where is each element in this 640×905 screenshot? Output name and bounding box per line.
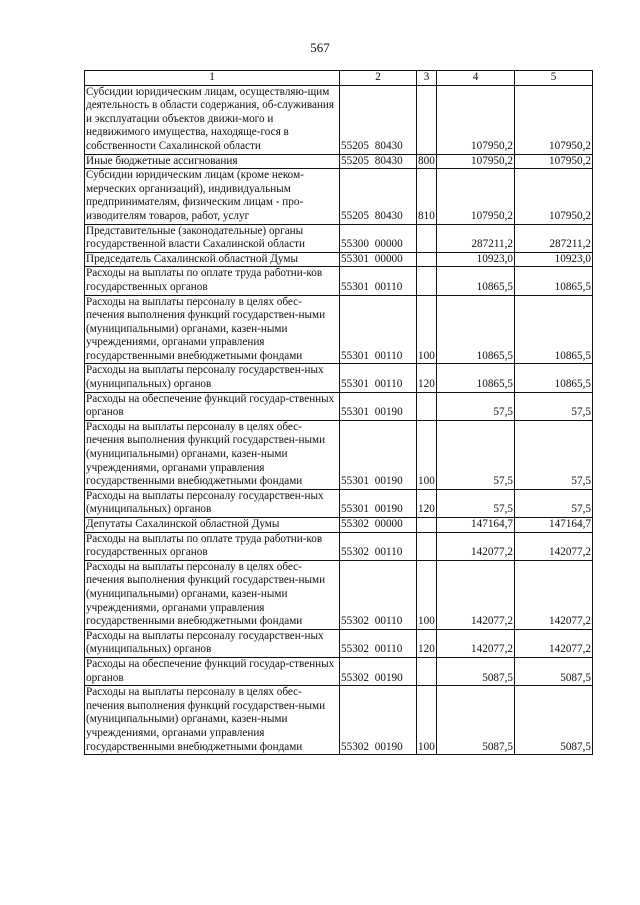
- row-expense-type: [417, 392, 437, 420]
- row-name: Субсидии юридическим лицам, осуществляю-щим деятельность в области содержания, об-служивания и эксплуатации объектов движи-мого и недвижимого имущества, находяще-гося в собственности Сахалинской области: [85, 85, 340, 154]
- header-row: [85, 71, 593, 86]
- row-code: 55302 00110: [340, 532, 417, 560]
- row-expense-type: 120: [417, 629, 437, 657]
- row-value-2017: 10865,5: [515, 364, 593, 392]
- row-expense-type: 800: [417, 154, 437, 169]
- row-value-2016: 57,5: [437, 489, 515, 517]
- row-name: Субсидии юридическим лицам (кроме неком-мерческих организаций), индивидуальным предпринимателям, физическим лицам - про-изводителям товаров, работ, услуг: [85, 169, 340, 224]
- row-value-2016: 10865,5: [437, 364, 515, 392]
- row-code: 55301 00110: [340, 295, 417, 364]
- row-value-2017: 10865,5: [515, 295, 593, 364]
- budget-table: [84, 70, 593, 755]
- row-value-2017: 107950,2: [515, 169, 593, 224]
- row-name: Председатель Сахалинской областной Думы: [85, 252, 340, 267]
- row-value-2016: 10923,0: [437, 252, 515, 267]
- row-name: Расходы на выплаты персоналу в целях обес-печения выполнения функций государствен-ными (муниципальными) органами, казен-ными учреждениями, органами управления государственными внебюджетными фондами: [85, 686, 340, 755]
- table-row: [85, 267, 593, 295]
- row-code: 55302 00110: [340, 560, 417, 629]
- row-code: 55302 00190: [340, 686, 417, 755]
- row-code: 55302 00000: [340, 518, 417, 533]
- table-row: [85, 364, 593, 392]
- row-expense-type: [417, 518, 437, 533]
- row-value-2017: 57,5: [515, 420, 593, 489]
- row-value-2017: 5087,5: [515, 686, 593, 755]
- row-value-2016: 287211,2: [437, 224, 515, 252]
- row-expense-type: [417, 267, 437, 295]
- row-name: Расходы на выплаты персоналу государствен-ных (муниципальных) органов: [85, 489, 340, 517]
- row-name: Расходы на выплаты персоналу государствен-ных (муниципальных) органов: [85, 364, 340, 392]
- row-value-2016: 57,5: [437, 392, 515, 420]
- row-value-2016: 5087,5: [437, 657, 515, 685]
- table-row: [85, 657, 593, 685]
- row-value-2017: 10865,5: [515, 267, 593, 295]
- table-body: [85, 85, 593, 755]
- table-row: [85, 252, 593, 267]
- row-value-2016: 142077,2: [437, 532, 515, 560]
- table-row: [85, 629, 593, 657]
- row-code: 55301 00110: [340, 364, 417, 392]
- row-value-2016: 142077,2: [437, 560, 515, 629]
- row-value-2016: 147164,7: [437, 518, 515, 533]
- row-code: 55205 80430: [340, 154, 417, 169]
- row-value-2016: 107950,2: [437, 169, 515, 224]
- row-name: Расходы на выплаты персоналу государствен-ных (муниципальных) органов: [85, 629, 340, 657]
- row-name: Иные бюджетные ассигнования: [85, 154, 340, 169]
- row-name: Расходы на обеспечение функций государ-ственных органов: [85, 657, 340, 685]
- row-expense-type: [417, 532, 437, 560]
- row-expense-type: 120: [417, 364, 437, 392]
- row-value-2017: 142077,2: [515, 629, 593, 657]
- table-row: [85, 686, 593, 755]
- table-row: [85, 518, 593, 533]
- row-name: Расходы на выплаты по оплате труда работни-ков государственных органов: [85, 532, 340, 560]
- row-value-2017: 10923,0: [515, 252, 593, 267]
- row-name: Депутаты Сахалинской областной Думы: [85, 518, 340, 533]
- row-name: Расходы на выплаты персоналу в целях обес-печения выполнения функций государствен-ными (муниципальными) органами, казен-ными учреждениями, органами управления государственными внебюджетными фондами: [85, 295, 340, 364]
- row-value-2017: 57,5: [515, 489, 593, 517]
- row-value-2017: 142077,2: [515, 560, 593, 629]
- table-row: [85, 532, 593, 560]
- row-expense-type: [417, 85, 437, 154]
- row-value-2016: 107950,2: [437, 154, 515, 169]
- row-expense-type: 120: [417, 489, 437, 517]
- row-name: Расходы на обеспечение функций государ-ственных органов: [85, 392, 340, 420]
- row-value-2017: 5087,5: [515, 657, 593, 685]
- header-col-3: 3: [417, 71, 437, 86]
- row-value-2016: 142077,2: [437, 629, 515, 657]
- table-row: [85, 489, 593, 517]
- header-col-1: 1: [85, 71, 340, 86]
- row-code: 55302 00190: [340, 657, 417, 685]
- row-expense-type: 100: [417, 560, 437, 629]
- row-name: Расходы на выплаты персоналу в целях обес-печения выполнения функций государствен-ными (муниципальными) органами, казен-ными учреждениями, органами управления государственными внебюджетными фондами: [85, 560, 340, 629]
- table-row: [85, 154, 593, 169]
- row-code: 55301 00110: [340, 267, 417, 295]
- row-name: Представительные (законодательные) органы государственной власти Сахалинской области: [85, 224, 340, 252]
- row-expense-type: 810: [417, 169, 437, 224]
- page-number: 567: [310, 40, 330, 55]
- header-col-2: 2: [340, 71, 417, 86]
- row-code: 55205 80430: [340, 169, 417, 224]
- table-row: [85, 295, 593, 364]
- row-code: 55301 00190: [340, 392, 417, 420]
- row-expense-type: [417, 252, 437, 267]
- row-value-2017: 107950,2: [515, 85, 593, 154]
- row-value-2017: 287211,2: [515, 224, 593, 252]
- row-value-2017: 142077,2: [515, 532, 593, 560]
- row-code: 55301 00190: [340, 489, 417, 517]
- row-value-2017: 147164,7: [515, 518, 593, 533]
- header-col-4: 4: [437, 71, 515, 86]
- row-name: Расходы на выплаты персоналу в целях обес-печения выполнения функций государствен-ными (муниципальными) органами, казен-ными учреждениями, органами управления государственными внебюджетными фондами: [85, 420, 340, 489]
- row-expense-type: 100: [417, 420, 437, 489]
- row-code: 55301 00000: [340, 252, 417, 267]
- row-code: 55205 80430: [340, 85, 417, 154]
- row-value-2017: 57,5: [515, 392, 593, 420]
- row-name: Расходы на выплаты по оплате труда работни-ков государственных органов: [85, 267, 340, 295]
- row-expense-type: 100: [417, 295, 437, 364]
- table-row: [85, 169, 593, 224]
- table-row: [85, 392, 593, 420]
- row-expense-type: [417, 224, 437, 252]
- row-value-2016: 57,5: [437, 420, 515, 489]
- row-expense-type: 100: [417, 686, 437, 755]
- row-value-2016: 10865,5: [437, 295, 515, 364]
- row-expense-type: [417, 657, 437, 685]
- table-row: [85, 224, 593, 252]
- row-value-2016: 5087,5: [437, 686, 515, 755]
- row-code: 55300 00000: [340, 224, 417, 252]
- table-row: [85, 420, 593, 489]
- header-col-5: 5: [515, 71, 593, 86]
- row-value-2016: 10865,5: [437, 267, 515, 295]
- row-value-2017: 107950,2: [515, 154, 593, 169]
- row-value-2016: 107950,2: [437, 85, 515, 154]
- table-row: [85, 85, 593, 154]
- row-code: 55302 00110: [340, 629, 417, 657]
- table-row: [85, 560, 593, 629]
- row-code: 55301 00190: [340, 420, 417, 489]
